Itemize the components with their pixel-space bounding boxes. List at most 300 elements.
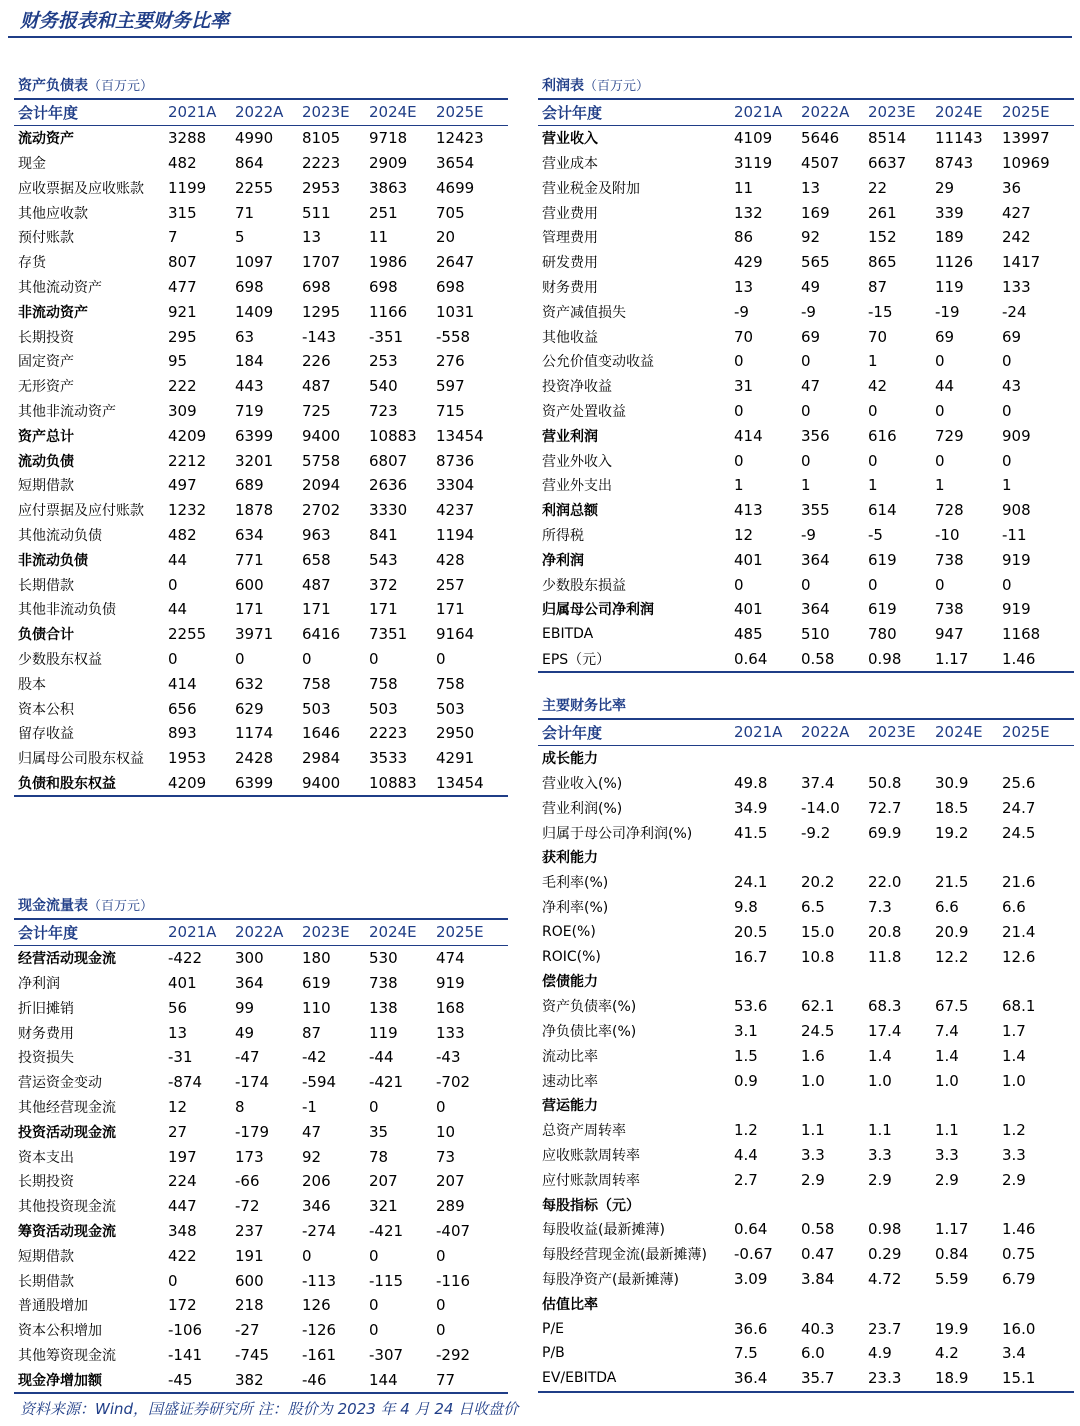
row-label: 短期借款 <box>18 1248 74 1265</box>
value-cell: 4.9 <box>868 1344 892 1363</box>
row-label: 其他经营现金流 <box>18 1099 116 1116</box>
table-row <box>14 995 508 1020</box>
value-cell: 257 <box>436 575 465 594</box>
value-cell: 597 <box>436 377 465 396</box>
value-cell: 9400 <box>302 426 341 445</box>
value-cell: 133 <box>1002 277 1031 296</box>
value-cell: 31 <box>734 377 754 396</box>
value-cell: 13 <box>302 228 322 247</box>
value-cell: 15.1 <box>998 1366 1074 1392</box>
value-cell: 0.9 <box>734 1071 758 1090</box>
value-cell: 1 <box>1002 476 1012 495</box>
value-cell: -126 <box>302 1321 337 1340</box>
value-cell: 729 <box>935 426 964 445</box>
table-row <box>14 225 508 250</box>
table-unit: （百万元） <box>88 79 154 94</box>
value-cell: 17.4 <box>868 1021 902 1040</box>
value-cell: 169 <box>801 203 830 222</box>
value-cell: -14.0 <box>801 798 840 817</box>
value-cell: 253 <box>369 352 398 371</box>
value-cell: -407 <box>436 1221 471 1240</box>
value-cell: 689 <box>235 476 264 495</box>
value-cell: 67.5 <box>935 997 969 1016</box>
value-cell: 0 <box>436 1097 446 1116</box>
value-cell: 22.0 <box>868 873 902 892</box>
value-cell: 715 <box>436 401 465 420</box>
header-label: 会计年度 <box>538 99 730 125</box>
value-cell: 8105 <box>302 129 341 148</box>
value-cell: -9 <box>801 525 816 544</box>
value-cell: 482 <box>168 153 197 172</box>
value-cell: 3.4 <box>1002 1344 1026 1363</box>
row-label: 营业外收入 <box>542 453 612 470</box>
header-label: 会计年度 <box>14 99 164 125</box>
value-cell: 1 <box>935 476 945 495</box>
value-cell: 4209 <box>164 771 231 797</box>
value-cell: 619 <box>868 600 897 619</box>
row-label: 营业收入 <box>542 131 598 148</box>
value-cell: -745 <box>235 1345 270 1364</box>
row-label: 其他筹资现金流 <box>18 1347 116 1364</box>
table-row <box>14 200 508 225</box>
row-label: 净利润 <box>542 552 584 569</box>
table-row <box>14 1045 508 1070</box>
value-cell: 8736 <box>436 451 475 470</box>
value-cell: 963 <box>302 525 331 544</box>
value-cell: 206 <box>302 1172 331 1191</box>
table-title-text: 现金流量表 <box>18 898 88 914</box>
value-cell: -11 <box>1002 525 1027 544</box>
value-cell: 1.7 <box>1002 1021 1026 1040</box>
row-label: 短期借款 <box>18 478 74 495</box>
value-cell: -9.2 <box>801 823 831 842</box>
value-cell: 180 <box>302 949 331 968</box>
value-cell: 6.0 <box>801 1344 825 1363</box>
value-cell: 1986 <box>369 253 408 272</box>
value-cell: 6399 <box>231 771 298 797</box>
value-cell: 0 <box>1002 352 1012 371</box>
year-header: 2024E <box>931 719 998 745</box>
header-row <box>14 99 508 125</box>
value-cell: 356 <box>801 426 830 445</box>
table-row <box>14 971 508 996</box>
year-header: 2025E <box>432 919 508 945</box>
value-cell: 1646 <box>302 724 341 743</box>
value-cell: 864 <box>235 153 264 172</box>
value-cell: 0 <box>1002 451 1012 470</box>
value-cell: 1194 <box>436 525 475 544</box>
value-cell: 56 <box>168 998 188 1017</box>
value-cell <box>730 1093 797 1118</box>
table-row <box>14 721 508 746</box>
value-cell: 13 <box>168 1023 188 1042</box>
table-row <box>14 622 508 647</box>
value-cell: 92 <box>302 1147 322 1166</box>
value-cell: 1.6 <box>801 1046 825 1065</box>
table-row <box>14 1268 508 1293</box>
value-cell: 540 <box>369 377 398 396</box>
value-cell: 1.5 <box>734 1046 758 1065</box>
value-cell: 207 <box>436 1172 465 1191</box>
table-row <box>14 374 508 399</box>
value-cell: 12.2 <box>935 947 969 966</box>
value-cell: -106 <box>168 1321 203 1340</box>
value-cell: 919 <box>1002 600 1031 619</box>
value-cell: 600 <box>235 1271 264 1290</box>
value-cell: 6416 <box>302 625 341 644</box>
value-cell <box>931 1192 998 1217</box>
value-cell <box>864 1192 931 1217</box>
value-cell: 110 <box>302 998 331 1017</box>
table-row <box>14 498 508 523</box>
value-cell: 1707 <box>302 253 341 272</box>
value-cell: 7.5 <box>734 1344 758 1363</box>
row-label: 每股指标（元） <box>542 1197 640 1214</box>
row-label: 营业利润 <box>542 428 598 445</box>
cash-flow-table <box>14 894 508 1394</box>
value-cell: 0 <box>734 575 744 594</box>
value-cell: 9.8 <box>734 897 758 916</box>
value-cell: 0 <box>801 352 811 371</box>
value-cell: 0 <box>734 352 744 371</box>
value-cell: 1.1 <box>868 1121 892 1140</box>
value-cell: 4.4 <box>734 1145 758 1164</box>
value-cell: 12423 <box>436 129 484 148</box>
row-label: 资本公积 <box>18 701 74 718</box>
value-cell: 1.4 <box>868 1046 892 1065</box>
value-cell: 44 <box>935 377 955 396</box>
value-cell: 44 <box>168 600 188 619</box>
table-title-text: 利润表 <box>542 78 584 94</box>
value-cell: 13454 <box>436 426 484 445</box>
value-cell: 487 <box>302 377 331 396</box>
value-cell: 1.17 <box>935 1220 969 1239</box>
value-cell: 184 <box>235 352 264 371</box>
value-cell: 698 <box>369 277 398 296</box>
table-row <box>538 647 1074 673</box>
row-label: 营运能力 <box>542 1098 598 1115</box>
value-cell: 226 <box>302 352 331 371</box>
value-cell: 5758 <box>302 451 341 470</box>
value-cell: 49.8 <box>734 773 768 792</box>
value-cell: 3.3 <box>935 1145 959 1164</box>
value-cell: 1.0 <box>868 1071 892 1090</box>
value-cell: -116 <box>436 1271 471 1290</box>
value-cell: -47 <box>235 1048 260 1067</box>
value-cell: 0 <box>436 1246 446 1265</box>
year-header: 2022A <box>231 919 298 945</box>
value-cell: 1953 <box>168 749 207 768</box>
table-row <box>538 771 1074 796</box>
value-cell: 50.8 <box>868 773 902 792</box>
value-cell: 63 <box>235 327 255 346</box>
table-row <box>14 151 508 176</box>
table-row <box>538 994 1074 1019</box>
value-cell: 738 <box>935 600 964 619</box>
value-cell: 42 <box>868 377 888 396</box>
value-cell: 0 <box>801 401 811 420</box>
value-cell <box>797 845 864 870</box>
row-label: 资本支出 <box>18 1149 74 1166</box>
value-cell: 152 <box>868 228 897 247</box>
value-cell: 3288 <box>168 129 207 148</box>
table-row <box>14 1318 508 1343</box>
value-cell: 2.9 <box>935 1170 959 1189</box>
row-label: 其他非流动负债 <box>18 602 116 619</box>
value-cell: 414 <box>734 426 763 445</box>
value-cell: 3.1 <box>734 1021 758 1040</box>
value-cell: 2.9 <box>801 1170 825 1189</box>
year-header: 2022A <box>231 99 298 125</box>
value-cell <box>931 845 998 870</box>
row-label: 总资产周转率 <box>542 1123 626 1140</box>
value-cell: 37.4 <box>801 773 835 792</box>
value-cell: 0 <box>436 1321 446 1340</box>
value-cell: 222 <box>168 377 197 396</box>
table-row <box>538 523 1074 548</box>
value-cell: 3304 <box>436 476 475 495</box>
table-row <box>14 473 508 498</box>
value-cell: 0 <box>935 401 945 420</box>
value-cell: 634 <box>235 525 264 544</box>
value-cell: 2647 <box>436 253 475 272</box>
row-label: 应付票据及应付账款 <box>18 503 144 520</box>
table-row <box>538 498 1074 523</box>
value-cell: 1.4 <box>935 1046 959 1065</box>
value-cell: 1.1 <box>801 1121 825 1140</box>
table-row <box>538 1366 1074 1392</box>
value-cell: 0 <box>935 451 945 470</box>
value-cell: 47 <box>801 377 821 396</box>
table-row <box>14 1219 508 1244</box>
value-cell: 9400 <box>298 771 365 797</box>
table-row <box>14 597 508 622</box>
row-label: 财务费用 <box>18 1025 74 1042</box>
value-cell: 1168 <box>1002 625 1041 644</box>
table-row <box>14 324 508 349</box>
value-cell: 144 <box>365 1367 432 1393</box>
value-cell: 2909 <box>369 153 408 172</box>
value-cell: 0.98 <box>868 1220 902 1239</box>
value-cell: 15.0 <box>801 922 835 941</box>
value-cell: 9718 <box>369 129 408 148</box>
table-row <box>14 945 508 970</box>
value-cell: 23.3 <box>864 1366 931 1392</box>
value-cell: -874 <box>168 1073 203 1092</box>
table-row <box>538 547 1074 572</box>
value-cell: 738 <box>935 550 964 569</box>
row-label: 其他非流动资产 <box>18 403 116 420</box>
value-cell: -42 <box>302 1048 327 1067</box>
value-cell: 119 <box>935 277 964 296</box>
table-row <box>14 1243 508 1268</box>
row-label: EBITDA <box>542 626 594 643</box>
table-title <box>538 694 1074 718</box>
value-cell: 11143 <box>935 129 983 148</box>
value-cell: 133 <box>436 1023 465 1042</box>
row-label: 少数股东权益 <box>18 651 102 668</box>
row-label: 利润总额 <box>542 503 598 520</box>
value-cell: 3.3 <box>801 1145 825 1164</box>
value-cell: 300 <box>235 949 264 968</box>
value-cell: 719 <box>235 401 264 420</box>
value-cell: 24.1 <box>734 873 768 892</box>
row-label: 流动资产 <box>18 131 74 148</box>
value-cell: -143 <box>302 327 337 346</box>
value-cell: 0 <box>369 1246 379 1265</box>
value-cell: 738 <box>369 973 398 992</box>
table-row <box>538 275 1074 300</box>
value-cell: 30.9 <box>935 773 969 792</box>
row-label: 资产负债率(%) <box>542 999 637 1016</box>
value-cell: 36 <box>1002 178 1022 197</box>
value-cell <box>730 1291 797 1316</box>
value-cell: 780 <box>868 625 897 644</box>
table-row <box>538 473 1074 498</box>
value-cell: -179 <box>235 1122 270 1141</box>
value-cell: -27 <box>235 1321 260 1340</box>
value-cell: 92 <box>801 228 821 247</box>
table-row <box>14 1119 508 1144</box>
year-header: 2021A <box>730 99 797 125</box>
value-cell: -702 <box>436 1073 471 1092</box>
year-header: 2022A <box>797 719 864 745</box>
value-cell <box>998 1093 1074 1118</box>
row-label: 资产处置收益 <box>542 403 626 420</box>
value-cell: 7 <box>168 228 178 247</box>
value-cell: 69 <box>1002 327 1022 346</box>
value-cell: 24.7 <box>1002 798 1036 817</box>
table-row <box>538 870 1074 895</box>
table-row <box>14 1070 508 1095</box>
row-label: 筹资活动现金流 <box>18 1223 116 1240</box>
value-cell: 6637 <box>868 153 907 172</box>
page-title: 财务报表和主要财务比率 <box>20 10 230 32</box>
value-cell: 0 <box>369 649 379 668</box>
value-cell: 43 <box>1002 377 1022 396</box>
value-cell: -15 <box>868 302 893 321</box>
value-cell: 658 <box>302 550 331 569</box>
value-cell: 7.4 <box>935 1021 959 1040</box>
value-cell: 69 <box>801 327 821 346</box>
value-cell: 1.0 <box>1002 1071 1026 1090</box>
value-cell: 0 <box>436 649 446 668</box>
row-label: 现金 <box>18 155 46 172</box>
income-statement-table <box>538 74 1074 673</box>
value-cell: 0 <box>168 649 178 668</box>
value-cell: 69.9 <box>868 823 902 842</box>
value-cell: 126 <box>302 1296 331 1315</box>
value-cell: 20.8 <box>868 922 902 941</box>
value-cell: -9 <box>734 302 749 321</box>
value-cell <box>864 1093 931 1118</box>
row-label: 净利润 <box>18 975 60 992</box>
table-row <box>14 1169 508 1194</box>
table-row <box>538 399 1074 424</box>
value-cell: 2255 <box>168 625 207 644</box>
value-cell: -274 <box>302 1221 337 1240</box>
value-cell: -46 <box>298 1367 365 1393</box>
value-cell: 0 <box>734 451 744 470</box>
value-cell: 68.3 <box>868 997 902 1016</box>
table-row <box>538 125 1074 150</box>
value-cell: 919 <box>436 973 465 992</box>
table-row <box>538 1242 1074 1267</box>
row-label: 经营活动现金流 <box>18 951 116 968</box>
value-cell: 510 <box>801 625 830 644</box>
value-cell: 565 <box>801 253 830 272</box>
table-row <box>14 547 508 572</box>
value-cell: 10883 <box>365 771 432 797</box>
row-label: 投资损失 <box>18 1050 74 1067</box>
value-cell: 19.9 <box>935 1319 969 1338</box>
value-cell: 758 <box>302 674 331 693</box>
row-label: 折旧摊销 <box>18 1000 74 1017</box>
value-cell: 172 <box>168 1296 197 1315</box>
value-cell: 13 <box>734 277 754 296</box>
value-cell: 947 <box>935 625 964 644</box>
title-rule <box>8 36 1072 38</box>
year-header: 2021A <box>164 919 231 945</box>
value-cell: 413 <box>734 501 763 520</box>
value-cell: -141 <box>168 1345 203 1364</box>
value-cell: 71 <box>235 203 255 222</box>
value-cell: 2428 <box>235 749 274 768</box>
value-cell: 656 <box>168 699 197 718</box>
value-cell: 237 <box>235 1221 264 1240</box>
value-cell: -31 <box>168 1048 193 1067</box>
row-label: 研发费用 <box>542 255 598 272</box>
value-cell: 0.58 <box>797 647 864 673</box>
row-label: 获利能力 <box>542 850 598 867</box>
value-cell: 53.6 <box>734 997 768 1016</box>
value-cell: 893 <box>168 724 197 743</box>
value-cell <box>797 1192 864 1217</box>
value-cell: 87 <box>302 1023 322 1042</box>
value-cell: 725 <box>302 401 331 420</box>
value-cell <box>797 745 864 770</box>
row-label: 营业成本 <box>542 155 598 172</box>
value-cell: 497 <box>168 476 197 495</box>
header-label: 会计年度 <box>538 719 730 745</box>
value-cell: 0 <box>168 1271 178 1290</box>
table-row <box>14 1293 508 1318</box>
value-cell: 355 <box>801 501 830 520</box>
table-row <box>14 423 508 448</box>
year-header: 2023E <box>864 99 931 125</box>
value-cell: 191 <box>235 1246 264 1265</box>
value-cell: 10969 <box>1002 153 1050 172</box>
year-header: 2025E <box>998 719 1074 745</box>
value-cell: 2212 <box>168 451 207 470</box>
row-label: 每股净资产(最新摊薄) <box>542 1271 679 1288</box>
table-row <box>538 423 1074 448</box>
table-title <box>14 74 508 98</box>
value-cell: -9 <box>801 302 816 321</box>
value-cell: 77 <box>432 1367 508 1393</box>
value-cell: 477 <box>168 277 197 296</box>
value-cell: 62.1 <box>801 997 835 1016</box>
value-cell: 0 <box>935 575 945 594</box>
value-cell: 3.09 <box>734 1269 768 1288</box>
value-cell: 600 <box>235 575 264 594</box>
value-cell: 865 <box>868 253 897 272</box>
value-cell <box>730 969 797 994</box>
table-row <box>538 299 1074 324</box>
row-label: 非流动负债 <box>18 552 88 569</box>
table-row <box>538 1093 1074 1118</box>
value-cell: 99 <box>235 998 255 1017</box>
